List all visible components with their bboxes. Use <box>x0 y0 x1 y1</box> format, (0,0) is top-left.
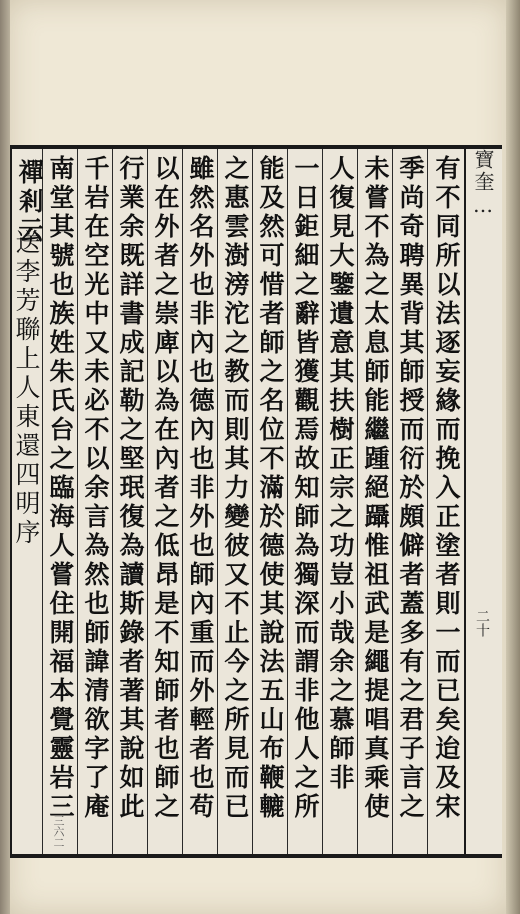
column-rule <box>357 149 358 854</box>
text-column: 以在外者之崇庳以為在內者之低昂是不知師者也師之 <box>151 155 180 822</box>
text-column: 季尚奇聘異背其師授而衍於頗僻者蓋多有之君子言之 <box>396 155 425 822</box>
column-rule <box>147 149 148 854</box>
column-rule <box>217 149 218 854</box>
text-column: 有不同所以法逐妄緣而挽入正塗者則一而已矣迨及宋 <box>432 155 461 822</box>
text-column: 未嘗不為之太息師能繼踵絕躡惟祖武是繩提唱真乘使 <box>361 155 390 822</box>
page-center-band <box>464 149 502 854</box>
text-column: 禪剎云 <box>15 159 44 246</box>
column-rule <box>77 149 78 854</box>
text-column: 之惠雲澍滂沱之教而則其力變彼又不止今之所見而已 <box>221 155 250 822</box>
column-rule <box>392 149 393 854</box>
text-column: 一日鉅細之辭皆獲觀焉故知師為獨深而謂非他人之所 <box>291 155 320 822</box>
column-rule <box>252 149 253 854</box>
text-frame <box>10 145 502 858</box>
column-rule <box>427 149 428 854</box>
band-title: 寶奎… <box>471 149 495 219</box>
text-column: 南堂其號也族姓朱氏台之臨海人嘗住開福本覺靈岩三 <box>46 155 75 822</box>
column-rule <box>42 149 43 854</box>
book-binding <box>0 0 10 914</box>
text-column: 能及然可惜者師之名位不滿於德使其說法五山布鞭轆 <box>256 155 285 822</box>
next-title-column: 送李芳聯上人東還四明序 <box>12 229 41 548</box>
column-rule <box>112 149 113 854</box>
column-rule <box>182 149 183 854</box>
column-rule <box>287 149 288 854</box>
text-column: 行業余既詳書成記勒之堅珉復為讀斯錄者著其說如此 <box>116 155 145 822</box>
text-column: 人復見大鑒遺意其扶樹正宗之功豈小哉余之慕師非 <box>326 155 355 793</box>
text-column: 千岩在空光中又未必不以余言為然也師諱清欲字了庵 <box>81 155 110 822</box>
column-rule <box>322 149 323 854</box>
footer-mark: 三六二 <box>52 815 65 848</box>
band-page-number: 二十 <box>474 609 490 637</box>
page-edge <box>506 0 520 914</box>
text-column: 雖然名外也非內也德內也非外也師內重而外輕者也苟 <box>186 155 215 822</box>
